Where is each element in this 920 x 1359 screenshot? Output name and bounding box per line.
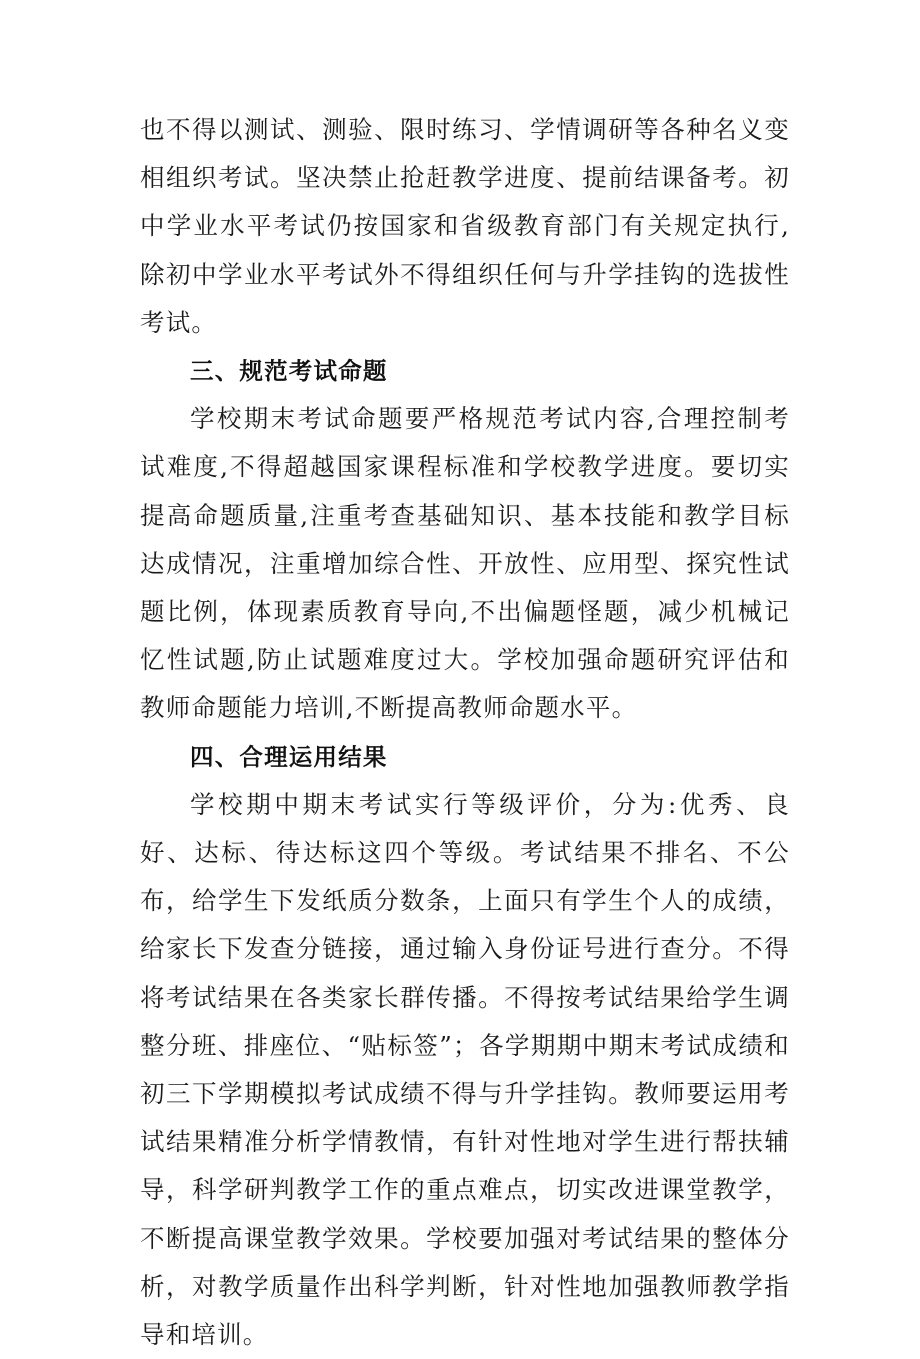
- section-heading-exam-questions: 三、规范考试命题: [190, 357, 388, 386]
- document-body: [140, 106, 790, 1359]
- paragraph-exam-restrictions: 也不得以测试、测验、限时练习、学情调研等各种名义变相组织考试。坚决禁止抢赶教学进度、提前结课备考。初中学业水平考试仍按国家和省级教育部门有关规定执行,除初中学业水平考试外不得组织任何与升学挂钩的选拔性考试。: [140, 115, 790, 337]
- paragraph-exam-questions: 学校期末考试命题要严格规范考试内容,合理控制考试难度,不得超越国家课程标准和学校教学进度。要切实提高命题质量,注重考查基础知识、基本技能和教学目标达成情况，注重增加综合性、开放性、应用型、探究性试题比例，体现素质教育导向,不出偏题怪题，减少机械记忆性试题,防止试题难度过大。学校加强命题研究评估和教师命题能力培训,不断提高教师命题水平。: [140, 404, 790, 723]
- paragraph-exam-results: 学校期中期末考试实行等级评价，分为:优秀、良好、达标、待达标这四个等级。考试结果不排名、不公布，给学生下发纸质分数条，上面只有学生个人的成绩，给家长下发查分链接，通过输入身份证号进行查分。不得将考试结果在各类家长群传播。不得按考试结果给学生调整分班、排座位、“贴标签”；各学期期中期末考试成绩和初三下学期模拟考试成绩不得与升学挂钩。教师要运用考试结果精准分析学情教情，有针对性地对学生进行帮扶辅导，科学研判教学工作的重点难点，切实改进课堂教学，不断提高课堂教学效果。学校要加强对考试结果的整体分析，对教学质量作出科学判断，针对性地加强教师教学指导和培训。: [140, 789, 790, 1350]
- section-heading-exam-results: 四、合理运用结果: [190, 742, 388, 771]
